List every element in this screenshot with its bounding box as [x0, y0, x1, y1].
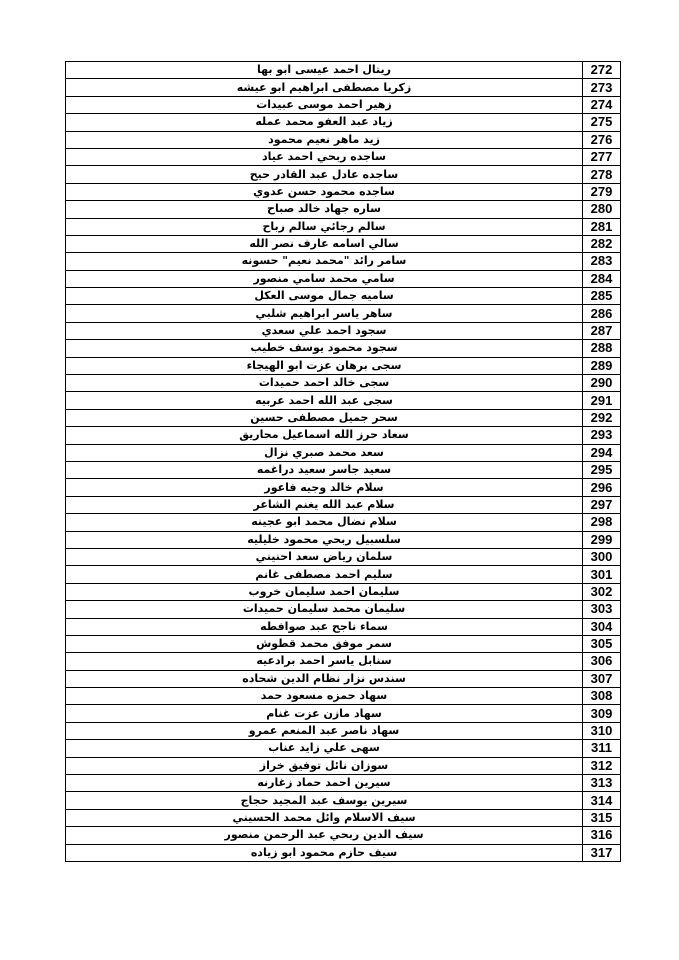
- row-number: 311: [583, 740, 621, 757]
- table-row: [66, 514, 621, 531]
- row-name: سليمان احمد سليمان خروب: [66, 583, 583, 600]
- row-name: سعاد حرز الله اسماعيل محاريق: [66, 427, 583, 444]
- row-number: 302: [583, 583, 621, 600]
- row-name: سهاد مازن عزت غنام: [66, 705, 583, 722]
- row-name: ساجده ربحي احمد عياد: [66, 148, 583, 165]
- table-row: [66, 148, 621, 165]
- row-name: سعيد جاسر سعيد دراغمه: [66, 461, 583, 478]
- row-name: سعد محمد صبري نزال: [66, 444, 583, 461]
- row-number: 272: [583, 62, 621, 79]
- table-row: [66, 566, 621, 583]
- row-number: 305: [583, 635, 621, 652]
- row-name: سامر رائد "محمد نعيم" حسونه: [66, 253, 583, 270]
- row-name: سجى برهان عزت ابو الهيجاء: [66, 357, 583, 374]
- row-name: سيف الدين ربحي عبد الرحمن منصور: [66, 827, 583, 844]
- row-name: سماء ناجح عبد صوافطه: [66, 618, 583, 635]
- row-name: سيف الاسلام وائل محمد الحسيني: [66, 809, 583, 826]
- row-number: 273: [583, 79, 621, 96]
- row-name: سلام نضال محمد ابو عجينه: [66, 514, 583, 531]
- row-name: زهير احمد موسى عبيدات: [66, 96, 583, 113]
- row-name: سليمان محمد سليمان حميدات: [66, 601, 583, 618]
- row-number: 298: [583, 514, 621, 531]
- row-number: 307: [583, 670, 621, 687]
- row-name: سلمان رياض سعد احنيني: [66, 548, 583, 565]
- row-number: 310: [583, 722, 621, 739]
- row-name: ساجده عادل عبد القادر حيح: [66, 166, 583, 183]
- row-number: 312: [583, 757, 621, 774]
- table-row: [66, 288, 621, 305]
- row-name: سلام عبد الله يغنم الشاعر: [66, 496, 583, 513]
- row-number: 275: [583, 114, 621, 131]
- row-name: سلام خالد وجيه فاعور: [66, 479, 583, 496]
- table-row: [66, 479, 621, 496]
- row-name: سالم رجائي سالم رباح: [66, 218, 583, 235]
- row-name: ساميه جمال موسى العكل: [66, 288, 583, 305]
- row-number: 300: [583, 548, 621, 565]
- row-name: سحر جميل مصطفى حسين: [66, 409, 583, 426]
- table-row: [66, 722, 621, 739]
- row-number: 278: [583, 166, 621, 183]
- row-name: سمر موفق محمد قطوش: [66, 635, 583, 652]
- row-name: سوزان نائل توفيق خراز: [66, 757, 583, 774]
- table-row: [66, 409, 621, 426]
- row-number: 295: [583, 461, 621, 478]
- row-number: 314: [583, 792, 621, 809]
- table-row: [66, 166, 621, 183]
- names-table: [65, 61, 621, 862]
- table-row: [66, 96, 621, 113]
- row-number: 291: [583, 392, 621, 409]
- row-number: 317: [583, 844, 621, 861]
- row-number: 309: [583, 705, 621, 722]
- row-name: سجود احمد علي سعدي: [66, 322, 583, 339]
- row-name: سهاد ناصر عبد المنعم عمرو: [66, 722, 583, 739]
- row-name: سامي محمد سامي منصور: [66, 270, 583, 287]
- table-row: [66, 548, 621, 565]
- row-name: سليم احمد مصطفى غانم: [66, 566, 583, 583]
- row-name: ساجده محمود حسن عدوي: [66, 183, 583, 200]
- table-row: [66, 392, 621, 409]
- row-number: 281: [583, 218, 621, 235]
- table-row: [66, 131, 621, 148]
- row-number: 280: [583, 201, 621, 218]
- table-row: [66, 114, 621, 131]
- row-number: 286: [583, 305, 621, 322]
- row-number: 313: [583, 775, 621, 792]
- row-number: 284: [583, 270, 621, 287]
- table-row: [66, 270, 621, 287]
- table-row: [66, 635, 621, 652]
- row-name: سيف حازم محمود ابو زياده: [66, 844, 583, 861]
- row-name: ساره جهاد خالد صباح: [66, 201, 583, 218]
- row-number: 288: [583, 340, 621, 357]
- table-row: [66, 792, 621, 809]
- row-number: 277: [583, 148, 621, 165]
- row-number: 303: [583, 601, 621, 618]
- table-row: [66, 340, 621, 357]
- table-row: [66, 757, 621, 774]
- table-row: [66, 601, 621, 618]
- table-row: [66, 827, 621, 844]
- row-number: 282: [583, 235, 621, 252]
- table-row: [66, 461, 621, 478]
- row-number: 290: [583, 375, 621, 392]
- row-number: 274: [583, 96, 621, 113]
- row-number: 316: [583, 827, 621, 844]
- row-number: 293: [583, 427, 621, 444]
- table-row: [66, 183, 621, 200]
- table-row: [66, 583, 621, 600]
- row-number: 289: [583, 357, 621, 374]
- row-number: 315: [583, 809, 621, 826]
- row-name: زكريا مصطفى ابراهيم ابو عيشه: [66, 79, 583, 96]
- row-number: 287: [583, 322, 621, 339]
- row-name: زياد عبد العفو محمد عمله: [66, 114, 583, 131]
- row-name: سيرين يوسف عبد المجيد حجاج: [66, 792, 583, 809]
- row-number: 294: [583, 444, 621, 461]
- table-row: [66, 357, 621, 374]
- row-name: سلسبيل ربحي محمود خليليه: [66, 531, 583, 548]
- row-number: 306: [583, 653, 621, 670]
- table-row: [66, 427, 621, 444]
- row-number: 308: [583, 688, 621, 705]
- row-number: 296: [583, 479, 621, 496]
- table-row: [66, 688, 621, 705]
- table-row: [66, 618, 621, 635]
- table-row: [66, 531, 621, 548]
- table-row: [66, 775, 621, 792]
- table-row: [66, 79, 621, 96]
- row-number: 299: [583, 531, 621, 548]
- table-row: [66, 253, 621, 270]
- row-name: سندس نزار نظام الدين شحاده: [66, 670, 583, 687]
- table-row: [66, 375, 621, 392]
- row-number: 279: [583, 183, 621, 200]
- table-row: [66, 62, 621, 79]
- row-name: سجى خالد احمد حميدات: [66, 375, 583, 392]
- table-row: [66, 322, 621, 339]
- names-table-body: [66, 62, 621, 862]
- table-row: [66, 201, 621, 218]
- table-row: [66, 740, 621, 757]
- row-number: 285: [583, 288, 621, 305]
- table-row: [66, 218, 621, 235]
- row-name: سالي اسامه عارف نصر الله: [66, 235, 583, 252]
- table-row: [66, 496, 621, 513]
- table-row: [66, 809, 621, 826]
- table-row: [66, 670, 621, 687]
- row-number: 301: [583, 566, 621, 583]
- row-number: 304: [583, 618, 621, 635]
- row-name: سهاد حمزه مسعود حمد: [66, 688, 583, 705]
- row-name: ريتال احمد عيسى ابو بها: [66, 62, 583, 79]
- table-row: [66, 653, 621, 670]
- row-number: 292: [583, 409, 621, 426]
- row-name: سجود محمود يوسف خطيب: [66, 340, 583, 357]
- table-row: [66, 844, 621, 861]
- row-name: زيد ماهر نعيم محمود: [66, 131, 583, 148]
- table-row: [66, 444, 621, 461]
- row-number: 297: [583, 496, 621, 513]
- row-name: سجى عبد الله احمد عربيه: [66, 392, 583, 409]
- row-name: سيرين احمد حماد زغارنه: [66, 775, 583, 792]
- row-name: ساهر ياسر ابراهيم شلبي: [66, 305, 583, 322]
- row-name: سنابل ياسر احمد برادعيه: [66, 653, 583, 670]
- row-number: 283: [583, 253, 621, 270]
- row-number: 276: [583, 131, 621, 148]
- table-row: [66, 705, 621, 722]
- table-row: [66, 305, 621, 322]
- table-row: [66, 235, 621, 252]
- row-name: سهى علي زايد عناب: [66, 740, 583, 757]
